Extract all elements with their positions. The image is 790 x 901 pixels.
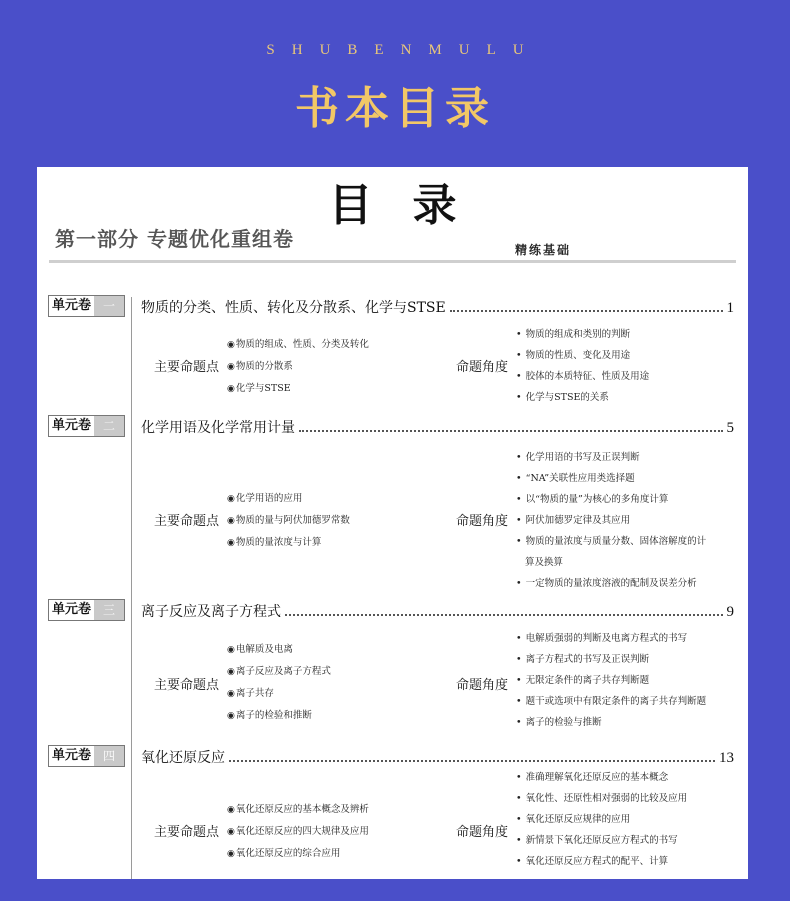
angles-list [516,628,736,733]
unit-entry[interactable] [141,745,734,767]
angles-list [516,324,736,408]
angle-item: • 题干或选项中有限定条件的离子共存判断题 [516,691,736,712]
unit-tag-label: 单元卷 [49,296,94,316]
angles-label: 命题角度 [456,514,509,529]
unit-tag [48,745,125,767]
unit-title: 离子反应及离子方程式 [141,604,281,620]
leader-dots [450,310,723,312]
timeline-line [131,297,132,879]
unit-tag-label: 单元卷 [49,416,94,436]
angle-item: • 氧化还原反应规律的应用 [516,809,736,830]
unit-page: 9 [726,604,734,620]
angles-list [516,767,736,872]
key-points-label: 主要命题点 [154,678,220,693]
angle-item: • 物质的量浓度与质量分数、固体溶解度的计 [516,531,736,552]
unit-number: 二 [94,416,124,436]
key-point: ◉ 物质的组成、性质、分类及转化 [227,334,369,356]
toc-page [37,167,748,879]
key-point: ◉ 物质的量浓度与计算 [227,532,350,554]
key-point: ◉ 氧化还原反应的基本概念及辨析 [227,799,369,821]
key-point: ◉ 离子的检验和推断 [227,705,331,727]
unit-entry[interactable] [141,599,734,621]
key-points-label: 主要命题点 [154,825,220,840]
part-title: 第一部分 专题优化重组卷 [55,227,294,251]
angle-item: • 物质的组成和类别的判断 [516,324,736,345]
angle-item: • 离子方程式的书写及正误判断 [516,649,736,670]
unit-entry[interactable] [141,415,734,437]
key-points-list [227,488,350,554]
angle-item: • 以“物质的量”为核心的多角度计算 [516,489,736,510]
unit-tag [48,295,125,317]
angle-item: • 新情景下氧化还原反应方程式的书写 [516,830,736,851]
key-points-label: 主要命题点 [154,360,220,375]
key-point: ◉ 化学用语的应用 [227,488,350,510]
unit-title: 氧化还原反应 [141,750,225,766]
key-point: ◉ 氧化还原反应的综合应用 [227,843,369,865]
key-points-label: 主要命题点 [154,514,220,529]
angle-item: • “NA”关联性应用类选择题 [516,468,736,489]
unit-number: 三 [94,600,124,620]
angle-item: • 胶体的本质特征、性质及用途 [516,366,736,387]
angle-item: • 阿伏加德罗定律及其应用 [516,510,736,531]
angle-item: • 物质的性质、变化及用途 [516,345,736,366]
angles-label: 命题角度 [456,825,509,840]
angle-item: • 无限定条件的离子共存判断题 [516,670,736,691]
unit-page: 1 [726,300,734,316]
key-point: ◉ 氧化还原反应的四大规律及应用 [227,821,369,843]
key-point: ◉ 化学与STSE [227,378,369,400]
angle-item: • 电解质强弱的判断及电离方程式的书写 [516,628,736,649]
page-title: 目录 [328,180,497,231]
angle-item: • 化学用语的书写及正误判断 [516,447,736,468]
unit-page: 13 [719,750,734,766]
unit-tag [48,415,125,437]
key-point: ◉ 离子共存 [227,683,331,705]
angle-item: • 氧化还原反应方程式的配平、计算 [516,851,736,872]
part-subtitle: 精练基础 [515,243,572,257]
key-points-list [227,799,369,865]
angle-item: • 氧化性、还原性相对强弱的比较及应用 [516,788,736,809]
key-points-list [227,639,331,727]
unit-number: 一 [94,296,124,316]
banner-title: 书本目录 [295,83,495,134]
unit-tag-label: 单元卷 [49,600,94,620]
angle-item: • 准确理解氧化还原反应的基本概念 [516,767,736,788]
leader-dots [299,430,723,432]
unit-title: 物质的分类、性质、转化及分散系、化学与STSE [141,300,446,316]
key-point: ◉ 离子反应及离子方程式 [227,661,331,683]
angles-list [516,447,736,594]
unit-title: 化学用语及化学常用计量 [141,420,295,436]
key-point: ◉ 物质的量与阿伏加德罗常数 [227,510,350,532]
key-points-list [227,334,369,400]
leader-dots [229,760,715,762]
angle-item: • 化学与STSE的关系 [516,387,736,408]
angles-label: 命题角度 [456,360,509,375]
angle-item: 算及换算 [525,557,564,568]
unit-tag [48,599,125,621]
angle-item: • 一定物质的量浓度溶液的配制及误差分析 [516,573,736,594]
unit-number: 四 [94,746,124,766]
banner-subtitle: SHUBENMULU [266,42,541,58]
leader-dots [285,614,723,616]
angle-item: • 离子的检验与推断 [516,712,736,733]
unit-tag-label: 单元卷 [49,746,94,766]
unit-page: 5 [726,420,734,436]
unit-entry[interactable] [141,295,734,317]
key-point: ◉ 电解质及电离 [227,639,331,661]
divider [49,260,736,263]
key-point: ◉ 物质的分散系 [227,356,369,378]
angles-label: 命题角度 [456,678,509,693]
